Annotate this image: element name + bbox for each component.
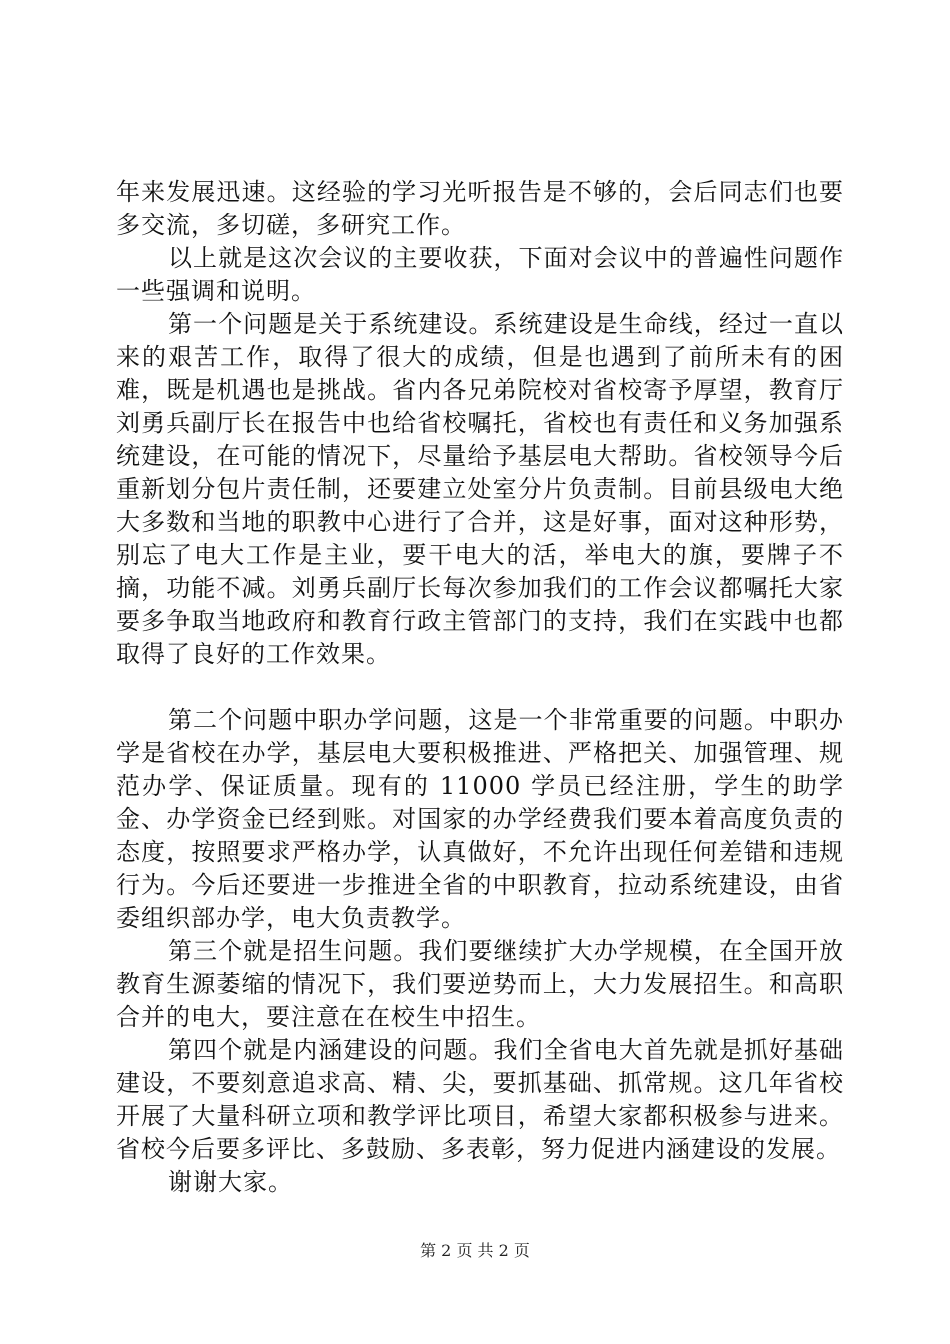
paragraph-summary: 以上就是这次会议的主要收获，下面对会议中的普遍性问题作一些强调和说明。: [116, 244, 844, 305]
paragraph-continuation: 年来发展迅速。这经验的学习光听报告是不够的，会后同志们也要多交流，多切磋，多研究工作。: [116, 178, 844, 239]
document-body: [116, 176, 844, 1199]
paragraph-closing: 谢谢大家。: [168, 1168, 293, 1196]
page-number-label: 第 2 页 共 2 页: [420, 1241, 530, 1260]
paragraph-system-building: 第一个问题是关于系统建设。系统建设是生命线，经过一直以来的艰苦工作，取得了很大的成绩，但是也遇到了前所未有的困难，既是机遇也是挑战。省内各兄弟院校对省校寄予厚望，教育厅刘勇兵副厅长在报告中也给省校嘱托，省校也有责任和义务加强系统建设，在可能的情况下，尽量给予基层电大帮助。省校领导今后重新划分包片责任制，还要建立处室分片负责制。目前县级电大绝大多数和当地的职教中心进行了合并，这是好事，面对这种形势，别忘了电大工作是主业，要干电大的活，举电大的旗，要牌子不摘，功能不减。刘勇兵副厅长每次参加我们的工作会议都嘱托大家要多争取当地政府和教育行政主管部门的支持，我们在实践中也都取得了良好的工作效果。: [116, 310, 844, 668]
paragraph-vocational-education: 第二个问题中职办学问题，这是一个非常重要的问题。中职办学是省校在办学，基层电大要积极推进、严格把关、加强管理、规范办学、保证质量。现有的 11000 学员已经注册，学生的助学金、办学资金已经到账。对国家的办学经费我们要本着高度负责的态度，按照要求严格办学，认真做好，不允许出现任何差错和违规行为。今后还要进一步推进全省的中职教育，拉动系统建设，由省委组织部办学，电大负责教学。: [116, 706, 844, 932]
paragraph-connotation-building: 第四个就是内涵建设的问题。我们全省电大首先就是抓好基础建设，不要刻意追求高、精、尖，要抓基础、抓常规。这几年省校开展了大量科研立项和教学评比项目，希望大家都积极参与进来。省校今后要多评比、多鼓励、多表彰，努力促进内涵建设的发展。: [116, 1036, 844, 1163]
paragraph-enrollment: 第三个就是招生问题。我们要继续扩大办学规模，在全国开放教育生源萎缩的情况下，我们要逆势而上，大力发展招生。和高职合并的电大，要注意在在校生中招生。: [116, 937, 844, 1031]
page-footer: [0, 1241, 950, 1261]
